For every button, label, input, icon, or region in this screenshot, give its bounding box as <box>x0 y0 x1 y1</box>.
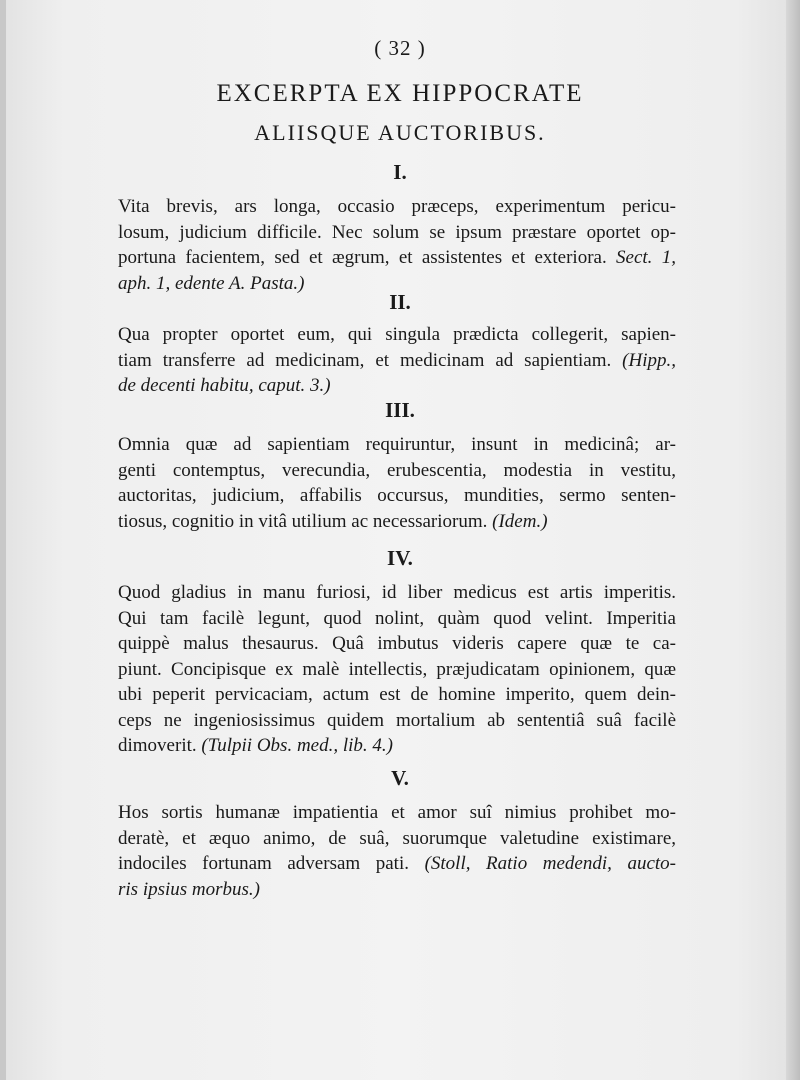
reference-line: ris ipsius morbus.) <box>118 878 260 900</box>
section-text <box>118 432 676 534</box>
text-line: Qua propter oportet eum, qui singula prædicta collegerit, sapien- <box>118 324 676 345</box>
reference: (Idem.) <box>492 510 548 532</box>
text-line <box>118 348 676 374</box>
reference: (Hipp., <box>622 349 676 371</box>
text-line: Qui tam facilè legunt, quod nolint, quàm quod velint. Imperitia <box>118 607 676 629</box>
text-line: Omnia quæ ad sapientiam requiruntur, insunt in medicinâ; ar- <box>118 434 676 455</box>
section-numeral: I. <box>393 160 407 184</box>
reference: Sect. 1, <box>616 247 676 268</box>
text-line: Vita brevis, ars longa, occasio præceps, experimentum pericu- <box>118 196 676 217</box>
section-numeral: V. <box>391 766 409 790</box>
text-span: tiam transferre ad medicinam, et medicinam ad sapientiam. <box>118 349 612 371</box>
reference-line: aph. 1, edente A. Pasta.) <box>118 272 305 294</box>
text-line: Quod gladius in manu furiosi, id liber medicus est artis imperitis. <box>118 582 676 603</box>
text-line: genti contemptus, verecundia, erubescentia, modestia in vestitu, <box>118 459 676 481</box>
reference: (Tulpii Obs. med., lib. 4.) <box>201 735 393 756</box>
section-text <box>118 580 676 759</box>
text-line: losum, judicium difficile. Nec solum se ipsum præstare oportet op- <box>118 221 676 243</box>
text-line: quippè malus thesaurus. Quâ imbutus videris capere quæ te ca- <box>118 633 676 654</box>
text-line: piunt. Concipisque ex malè intellectis, præjudicatam opinionem, quæ <box>118 658 676 680</box>
text-line: Hos sortis humanæ impatientia et amor suî nimius prohibet mo- <box>118 802 676 823</box>
text-line <box>118 733 676 759</box>
text-line <box>118 245 676 271</box>
text-line <box>118 851 676 877</box>
text-span: tiosus, cognitio in vitâ utilium ac necessariorum. <box>118 510 488 532</box>
section-text <box>118 322 676 399</box>
text-line: deratè, et æquo animo, de suâ, suorumque valetudine existimare, <box>118 827 676 849</box>
text-span: portuna facientem, sed et ægrum, et assistentes et exteriora. <box>118 247 607 268</box>
text-line: auctoritas, judicium, affabilis occursus, mundities, sermo senten- <box>118 485 676 506</box>
text-line: ceps ne ingeniosissimus quidem mortalium ab sententiâ suâ facilè <box>118 709 676 731</box>
page-number: ( 32 ) <box>374 36 426 60</box>
section-numeral: III. <box>385 398 415 422</box>
reference-line: de decenti habitu, caput. 3.) <box>118 375 331 396</box>
section-numeral: II. <box>389 290 411 314</box>
text-span: dimoverit. <box>118 735 197 756</box>
reference: (Stoll, Ratio medendi, aucto- <box>424 853 676 874</box>
section-text <box>118 800 676 902</box>
section-text <box>118 194 676 296</box>
title-line-2: ALIISQUE AUCTORIBUS. <box>254 120 546 145</box>
text-line <box>118 509 676 535</box>
text-line: ubi peperit pervicaciam, actum est de homine imperito, quem dein- <box>118 684 676 705</box>
text-span: indociles fortunam adversam pati. <box>118 853 409 874</box>
title-line-1: EXCERPTA EX HIPPOCRATE <box>216 80 584 107</box>
section-numeral: IV. <box>387 546 413 570</box>
